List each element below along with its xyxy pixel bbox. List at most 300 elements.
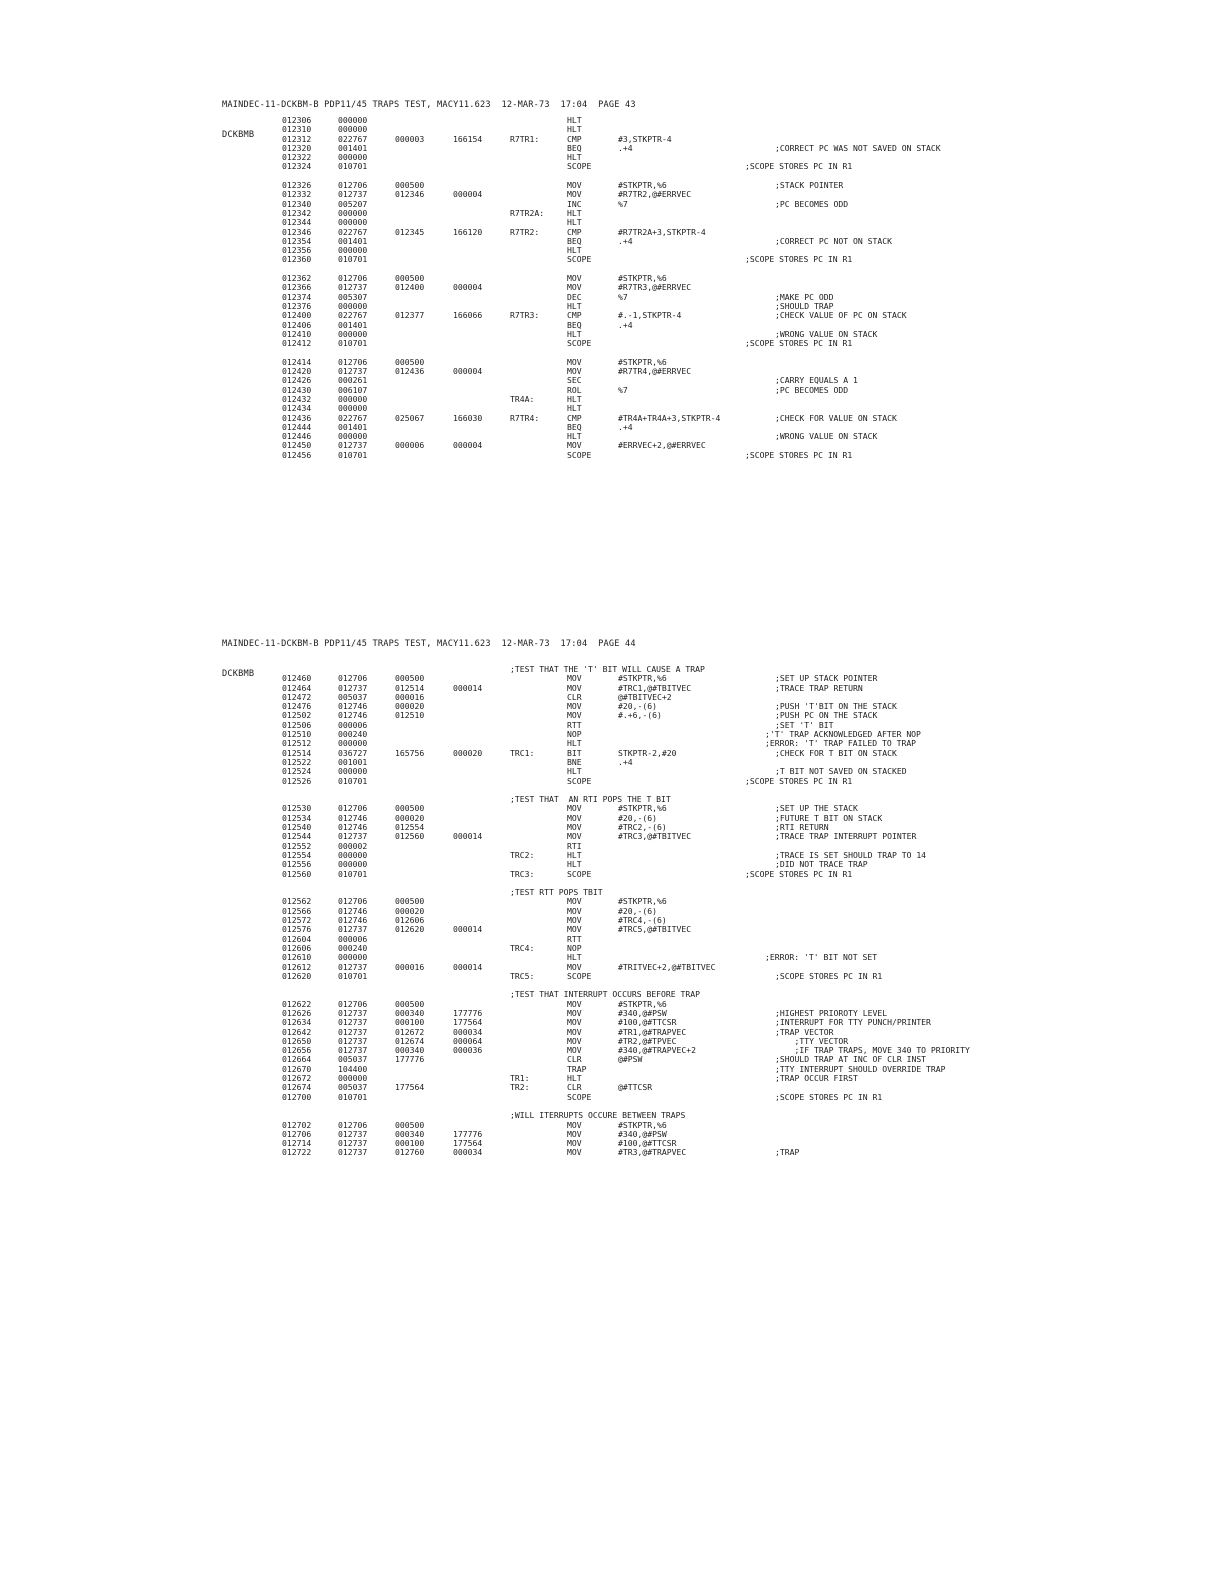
line-address: 012560: [282, 868, 312, 879]
line-word-2: 000020: [395, 905, 425, 916]
line-comment: ;WRONG VALUE ON STACK: [775, 431, 878, 442]
listing-line: [0, 842, 1224, 851]
listing-line: [0, 283, 1224, 292]
line-comment: ;SET UP THE STACK: [775, 803, 858, 814]
line-address: 012446: [282, 431, 312, 442]
line-comment: ;CHECK VALUE OF PC ON STACK: [775, 310, 907, 321]
listing-line: [0, 944, 1224, 953]
line-opcode: MOV: [567, 189, 582, 200]
line-operand: @#TBITVEC+2: [618, 691, 672, 702]
line-opcode: BEQ: [567, 142, 582, 153]
line-word-1: 000000: [338, 403, 368, 414]
line-word-1: 012706: [338, 356, 368, 367]
listing-line: [0, 200, 1224, 209]
line-opcode: SCOPE: [567, 970, 592, 981]
line-word-3: 177776: [453, 1128, 483, 1139]
line-operand: #TRC4,-(6): [618, 915, 667, 926]
line-word-2: 177776: [395, 1054, 425, 1065]
line-label: R7TR3:: [510, 310, 540, 321]
line-operand: .+4: [618, 319, 633, 330]
line-operand: %7: [618, 198, 628, 209]
line-opcode: MOV: [567, 710, 582, 721]
listing-line: [0, 767, 1224, 776]
line-comment: ;PUSH 'T'BIT ON THE STACK: [775, 701, 897, 712]
line-opcode: MOV: [567, 896, 582, 907]
line-opcode: RTT: [567, 719, 582, 730]
listing-line: [0, 1074, 1224, 1083]
line-address: 012420: [282, 366, 312, 377]
line-operand: #TR2,@#TPVEC: [618, 1035, 677, 1046]
line-address: 012502: [282, 710, 312, 721]
line-operand: #TRC3,@#TBITVEC: [618, 831, 692, 842]
line-comment: ;T BIT NOT SAVED ON STACKED: [775, 766, 907, 777]
line-word-3: 166154: [453, 133, 483, 144]
line-address: 012346: [282, 226, 312, 237]
line-opcode: CMP: [567, 412, 582, 423]
line-address: 012722: [282, 1147, 312, 1158]
line-operand: #TR1,@#TRAPVEC: [618, 1026, 687, 1037]
line-word-1: 000000: [338, 766, 368, 777]
line-word-1: 012737: [338, 1035, 368, 1046]
line-opcode: HLT: [567, 1073, 582, 1084]
line-word-1: 000000: [338, 245, 368, 256]
line-operand: #TRC5,@#TBITVEC: [618, 924, 692, 935]
line-word-1: 000000: [338, 859, 368, 870]
line-address: 012512: [282, 738, 312, 749]
line-comment: ;SCOPE STORES PC IN R1: [745, 254, 853, 265]
line-word-1: 012737: [338, 1045, 368, 1056]
line-word-1: 012746: [338, 812, 368, 823]
line-word-2: 000500: [395, 273, 425, 284]
blank-line: [0, 879, 1224, 888]
line-word-2: 165756: [395, 747, 425, 758]
line-word-3: 000014: [453, 924, 483, 935]
line-word-1: 012737: [338, 189, 368, 200]
line-address: 012576: [282, 924, 312, 935]
line-word-1: 012737: [338, 1026, 368, 1037]
line-comment: ;TTY VECTOR: [775, 1035, 849, 1046]
line-comment: ;MAKE PC ODD: [775, 291, 834, 302]
listing-line: [0, 135, 1224, 144]
line-address: 012604: [282, 933, 312, 944]
line-address: 012714: [282, 1138, 312, 1149]
line-opcode: CLR: [567, 691, 582, 702]
line-word-2: 000500: [395, 673, 425, 684]
line-address: 012430: [282, 384, 312, 395]
line-word-3: 000014: [453, 961, 483, 972]
line-word-1: 010701: [338, 868, 368, 879]
line-label: TRC4:: [510, 942, 535, 953]
line-opcode: TRAP: [567, 1063, 587, 1074]
blank-line: [0, 172, 1224, 181]
line-address: 012642: [282, 1026, 312, 1037]
line-word-1: 012706: [338, 673, 368, 684]
line-operand: #.+6,-(6): [618, 710, 662, 721]
line-opcode: SCOPE: [567, 868, 592, 879]
line-word-2: 000340: [395, 1007, 425, 1018]
line-word-1: 005037: [338, 691, 368, 702]
line-word-1: 000000: [338, 431, 368, 442]
line-opcode: BEQ: [567, 421, 582, 432]
line-opcode: MOV: [567, 1026, 582, 1037]
listing-line: [0, 963, 1224, 972]
line-word-1: 000240: [338, 729, 368, 740]
listing-line: [0, 190, 1224, 199]
line-operand: #340,@#PSW: [618, 1128, 667, 1139]
line-address: 012414: [282, 356, 312, 367]
section-title-line: [0, 795, 1224, 804]
line-word-2: 000020: [395, 701, 425, 712]
line-word-3: 000036: [453, 1045, 483, 1056]
listing-line: [0, 1121, 1224, 1130]
line-opcode: BIT: [567, 747, 582, 758]
line-label: R7TR4:: [510, 412, 540, 423]
listing-line: [0, 693, 1224, 702]
line-label: R7TR1:: [510, 133, 540, 144]
line-address: 012664: [282, 1054, 312, 1065]
line-comment: ;TRACE TRAP RETURN: [775, 682, 863, 693]
line-operand: #100,@#TTCSR: [618, 1017, 677, 1028]
line-address: 012426: [282, 375, 312, 386]
line-word-2: 012514: [395, 682, 425, 693]
line-comment: ;FUTURE T BIT ON STACK: [775, 812, 883, 823]
listing-line: [0, 144, 1224, 153]
line-address: 012322: [282, 152, 312, 163]
line-operand: #340,@#PSW: [618, 1007, 667, 1018]
line-word-2: 000016: [395, 961, 425, 972]
line-word-2: 012436: [395, 366, 425, 377]
line-word-2: 000500: [395, 180, 425, 191]
line-comment: ;SCOPE STORES PC IN R1: [745, 775, 853, 786]
line-address: 012412: [282, 338, 312, 349]
line-word-3: 177564: [453, 1017, 483, 1028]
line-address: 012552: [282, 840, 312, 851]
line-opcode: CLR: [567, 1054, 582, 1065]
line-address: 012706: [282, 1128, 312, 1139]
line-operand: #20,-(6): [618, 812, 657, 823]
line-label: TR4A:: [510, 393, 535, 404]
line-address: 012362: [282, 273, 312, 284]
line-word-1: 036727: [338, 747, 368, 758]
line-word-1: 022767: [338, 226, 368, 237]
line-address: 012650: [282, 1035, 312, 1046]
blank-line: [0, 348, 1224, 357]
line-word-1: 012706: [338, 998, 368, 1009]
listing-line: [0, 814, 1224, 823]
line-word-1: 022767: [338, 310, 368, 321]
line-word-1: 010701: [338, 970, 368, 981]
listing-line: [0, 832, 1224, 841]
line-word-2: 012606: [395, 915, 425, 926]
line-word-1: 012706: [338, 273, 368, 284]
line-opcode: MOV: [567, 1017, 582, 1028]
listing-line: [0, 125, 1224, 134]
line-word-1: 006107: [338, 384, 368, 395]
line-operand: #STKPTR,%6: [618, 180, 667, 191]
listing-line: [0, 330, 1224, 339]
section-title: ;TEST RTT POPS TBIT: [510, 887, 603, 898]
section-title-line: [0, 1111, 1224, 1120]
line-word-1: 012737: [338, 1017, 368, 1028]
line-operand: #STKPTR,%6: [618, 1119, 667, 1130]
line-address: 012460: [282, 673, 312, 684]
line-label: TRC3:: [510, 868, 535, 879]
line-comment: ;SHOULD TRAP: [775, 300, 834, 311]
line-opcode: MOV: [567, 1119, 582, 1130]
line-opcode: MOV: [567, 803, 582, 814]
line-opcode: MOV: [567, 924, 582, 935]
page-43-subtitle: DCKBMB: [222, 130, 255, 140]
listing-line: [0, 237, 1224, 246]
line-address: 012376: [282, 300, 312, 311]
blank-line: [0, 265, 1224, 274]
line-address: 012674: [282, 1082, 312, 1093]
line-comment: ;TRACE TRAP INTERRUPT POINTER: [775, 831, 917, 842]
line-word-2: 000500: [395, 803, 425, 814]
line-word-1: 012706: [338, 896, 368, 907]
line-opcode: BEQ: [567, 235, 582, 246]
line-word-2: 012400: [395, 282, 425, 293]
listing-line: [0, 153, 1224, 162]
line-opcode: SEC: [567, 375, 582, 386]
line-opcode: MOV: [567, 812, 582, 823]
line-operand: %7: [618, 291, 628, 302]
listing-line: [0, 953, 1224, 962]
line-opcode: SCOPE: [567, 449, 592, 460]
line-word-1: 010701: [338, 161, 368, 172]
line-operand: .+4: [618, 142, 633, 153]
line-address: 012312: [282, 133, 312, 144]
line-word-1: 012737: [338, 682, 368, 693]
line-word-1: 022767: [338, 133, 368, 144]
line-opcode: MOV: [567, 998, 582, 1009]
line-address: 012432: [282, 393, 312, 404]
line-operand: #TRITVEC+2,@#TBITVEC: [618, 961, 716, 972]
listing-line: [0, 739, 1224, 748]
listing-line: [0, 1009, 1224, 1018]
line-operand: #STKPTR,%6: [618, 896, 667, 907]
listing-line: [0, 1148, 1224, 1157]
line-operand: #.-1,STKPTR-4: [618, 310, 682, 321]
line-word-3: 000014: [453, 682, 483, 693]
line-opcode: RTT: [567, 933, 582, 944]
line-address: 012356: [282, 245, 312, 256]
line-operand: #STKPTR,%6: [618, 356, 667, 367]
line-word-1: 001001: [338, 756, 368, 767]
listing-line: [0, 162, 1224, 171]
line-word-2: 000003: [395, 133, 425, 144]
line-comment: ;CHECK FOR VALUE ON STACK: [775, 412, 897, 423]
line-operand: #TRC2,-(6): [618, 822, 667, 833]
listing-line: [0, 395, 1224, 404]
line-word-2: 012377: [395, 310, 425, 321]
listing-line: [0, 432, 1224, 441]
line-address: 012344: [282, 217, 312, 228]
line-word-3: 000034: [453, 1147, 483, 1158]
line-comment: ;TRAP VECTOR: [775, 1026, 834, 1037]
line-word-1: 005037: [338, 1082, 368, 1093]
line-address: 012320: [282, 142, 312, 153]
line-operand: #R7TR4,@#ERRVEC: [618, 366, 692, 377]
line-word-3: 000064: [453, 1035, 483, 1046]
line-word-1: 000002: [338, 840, 368, 851]
page-44-title: MAINDEC-11-DCKBM-B PDP11/45 TRAPS TEST, MACY11.623 12-MAR-73 17:04 PAGE 44: [222, 639, 636, 649]
line-address: 012400: [282, 310, 312, 321]
line-address: 012670: [282, 1063, 312, 1074]
line-word-3: 000004: [453, 440, 483, 451]
line-address: 012610: [282, 952, 312, 963]
line-word-1: 104400: [338, 1063, 368, 1074]
line-word-3: 000020: [453, 747, 483, 758]
line-word-2: 012620: [395, 924, 425, 935]
listing-line: [0, 218, 1224, 227]
listing-line: [0, 860, 1224, 869]
line-address: 012620: [282, 970, 312, 981]
line-operand: #ERRVEC+2,@#ERRVEC: [618, 440, 706, 451]
listing-line: [0, 935, 1224, 944]
line-opcode: SCOPE: [567, 1091, 592, 1102]
line-opcode: MOV: [567, 440, 582, 451]
line-operand: #R7TR2A+3,STKPTR-4: [618, 226, 706, 237]
listing-line: [0, 1083, 1224, 1092]
line-word-2: 012674: [395, 1035, 425, 1046]
listing-line: [0, 414, 1224, 423]
line-address: 012672: [282, 1073, 312, 1084]
listing-line: [0, 1028, 1224, 1037]
line-word-1: 012746: [338, 915, 368, 926]
line-operand: #20,-(6): [618, 905, 657, 916]
line-opcode: MOV: [567, 356, 582, 367]
line-word-2: 000500: [395, 356, 425, 367]
listing-line: [0, 1139, 1224, 1148]
line-word-2: 000340: [395, 1045, 425, 1056]
line-opcode: MOV: [567, 961, 582, 972]
line-comment: ;DID NOT TRACE TRAP: [775, 859, 868, 870]
listing-line: [0, 321, 1224, 330]
listing-line: [0, 228, 1224, 237]
listing-line: [0, 674, 1224, 683]
line-comment: ;CORRECT PC NOT ON STACK: [775, 235, 892, 246]
line-word-3: 177564: [453, 1138, 483, 1149]
line-word-1: 012737: [338, 961, 368, 972]
line-word-1: 005207: [338, 198, 368, 209]
section-title-line: [0, 665, 1224, 674]
line-word-1: 012737: [338, 1138, 368, 1149]
line-opcode: BEQ: [567, 319, 582, 330]
line-word-1: 000000: [338, 849, 368, 860]
line-address: 012464: [282, 682, 312, 693]
page-44-listing: [0, 665, 1224, 1158]
line-word-1: 022767: [338, 412, 368, 423]
line-opcode: HLT: [567, 766, 582, 777]
line-word-2: 012554: [395, 822, 425, 833]
listing-line: [0, 972, 1224, 981]
line-address: 012406: [282, 319, 312, 330]
line-word-1: 012746: [338, 701, 368, 712]
line-address: 012410: [282, 328, 312, 339]
line-word-1: 012737: [338, 831, 368, 842]
line-operand: .+4: [618, 421, 633, 432]
line-comment: ;TRAP: [775, 1147, 800, 1158]
line-address: 012526: [282, 775, 312, 786]
line-word-2: 000500: [395, 998, 425, 1009]
line-address: 012534: [282, 812, 312, 823]
line-operand: #100,@#TTCSR: [618, 1138, 677, 1149]
line-operand: #R7TR2,@#ERRVEC: [618, 189, 692, 200]
line-opcode: MOV: [567, 673, 582, 684]
line-word-1: 000261: [338, 375, 368, 386]
line-word-2: 177564: [395, 1082, 425, 1093]
line-word-1: 010701: [338, 449, 368, 460]
line-comment: ;PC BECOMES ODD: [775, 198, 849, 209]
line-label: R7TR2:: [510, 226, 540, 237]
line-operand: #TR4A+TR4A+3,STKPTR-4: [618, 412, 721, 423]
line-address: 012572: [282, 915, 312, 926]
line-operand: #R7TR3,@#ERRVEC: [618, 282, 692, 293]
listing-line: [0, 116, 1224, 125]
line-word-2: 000500: [395, 1119, 425, 1130]
listing-line: [0, 897, 1224, 906]
line-word-1: 001401: [338, 235, 368, 246]
line-label: TRC1:: [510, 747, 535, 758]
line-comment: ;SCOPE STORES PC IN R1: [745, 338, 853, 349]
listing-line: [0, 758, 1224, 767]
listing-line: [0, 302, 1224, 311]
line-operand: %7: [618, 384, 628, 395]
line-word-1: 012737: [338, 1128, 368, 1139]
line-word-1: 000000: [338, 328, 368, 339]
line-opcode: HLT: [567, 217, 582, 228]
line-address: 012436: [282, 412, 312, 423]
listing-line: [0, 311, 1224, 320]
line-comment: ;IF TRAP TRAPS, MOVE 340 TO PRIORITY: [775, 1045, 970, 1056]
line-word-2: 012760: [395, 1147, 425, 1158]
line-opcode: MOV: [567, 822, 582, 833]
listing-line: [0, 804, 1224, 813]
line-word-2: 000340: [395, 1128, 425, 1139]
line-address: 012606: [282, 942, 312, 953]
line-opcode: CMP: [567, 133, 582, 144]
line-operand: #STKPTR,%6: [618, 673, 667, 684]
line-address: 012342: [282, 207, 312, 218]
line-comment: ;INTERRUPT FOR TTY PUNCH/PRINTER: [775, 1017, 931, 1028]
line-comment: ;WRONG VALUE ON STACK: [775, 328, 878, 339]
line-address: 012326: [282, 180, 312, 191]
listing-line: [0, 246, 1224, 255]
listing-line: [0, 907, 1224, 916]
line-word-3: 166030: [453, 412, 483, 423]
line-opcode: MOV: [567, 1045, 582, 1056]
line-operand: .+4: [618, 756, 633, 767]
line-label: TR1:: [510, 1073, 530, 1084]
line-opcode: SCOPE: [567, 161, 592, 172]
line-word-2: 012346: [395, 189, 425, 200]
section-title: ;TEST THAT AN RTI POPS THE T BIT: [510, 794, 671, 805]
line-address: 012700: [282, 1091, 312, 1102]
line-address: 012510: [282, 729, 312, 740]
line-opcode: MOV: [567, 915, 582, 926]
line-address: 012622: [282, 998, 312, 1009]
line-opcode: SCOPE: [567, 775, 592, 786]
line-word-1: 000000: [338, 300, 368, 311]
line-opcode: HLT: [567, 328, 582, 339]
line-address: 012360: [282, 254, 312, 265]
line-address: 012522: [282, 756, 312, 767]
line-comment: ;RTI RETURN: [775, 822, 829, 833]
line-comment: ;SET UP STACK POINTER: [775, 673, 878, 684]
line-opcode: DEC: [567, 291, 582, 302]
line-opcode: HLT: [567, 859, 582, 870]
